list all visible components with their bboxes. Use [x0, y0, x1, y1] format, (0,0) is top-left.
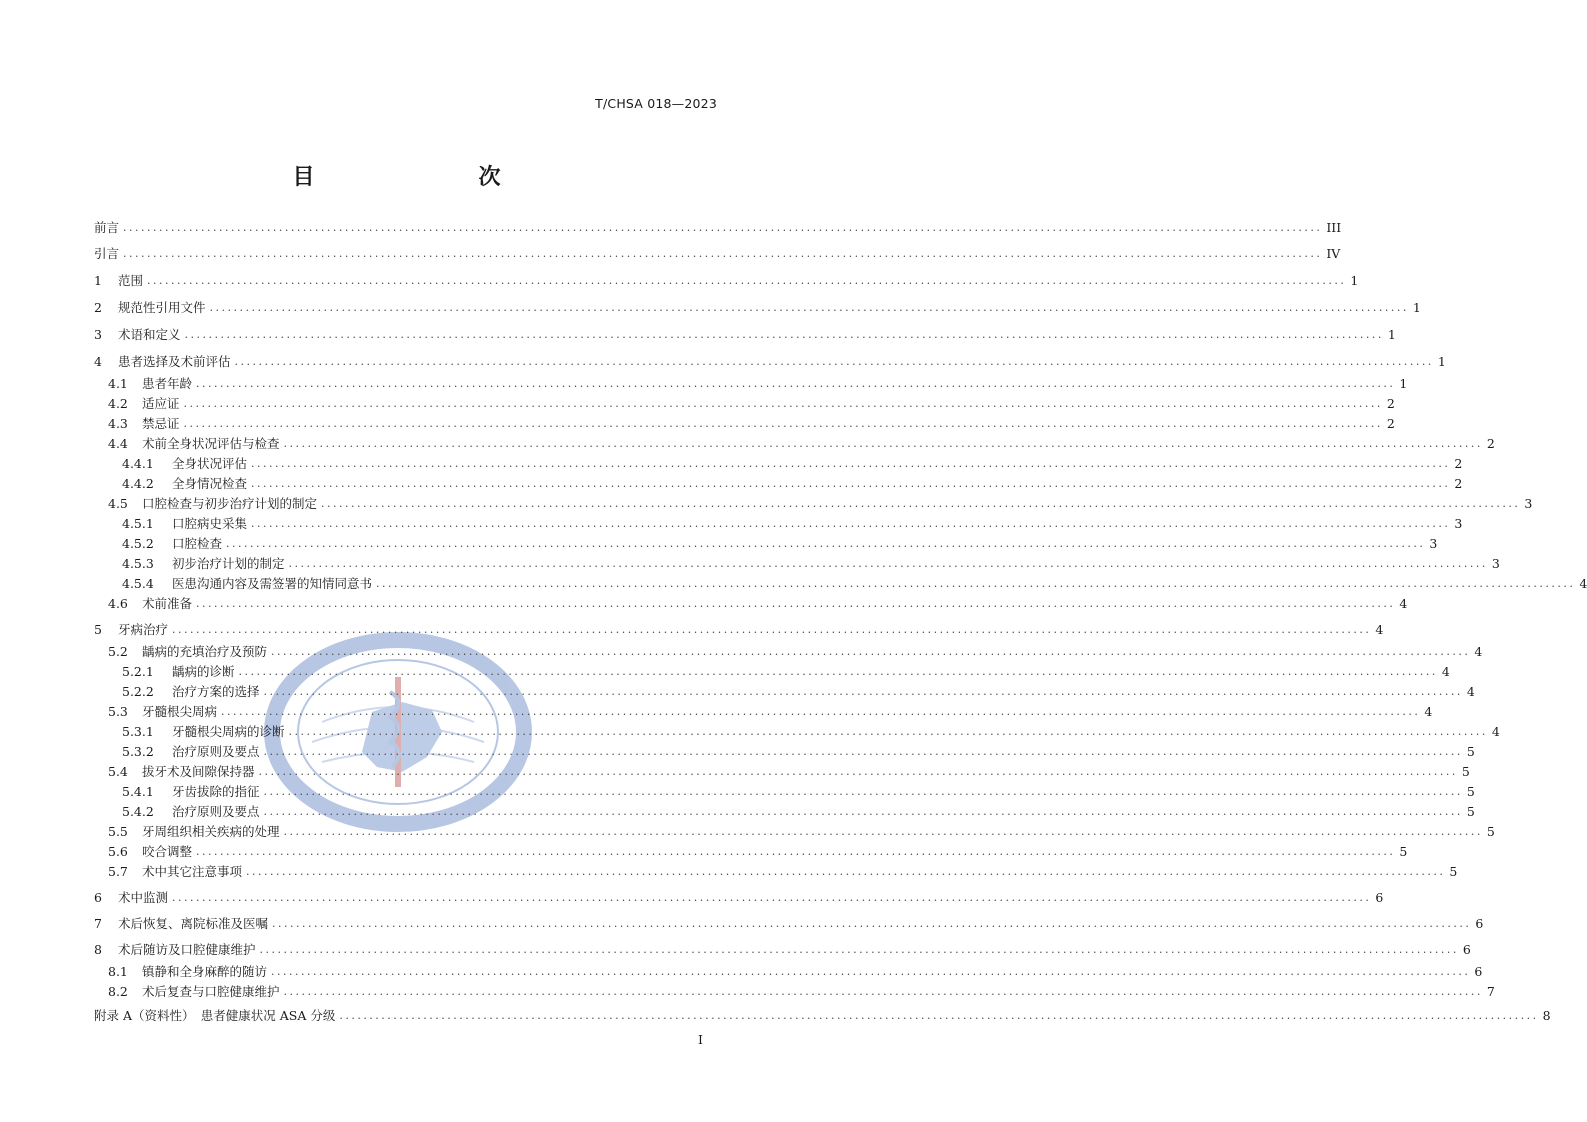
toc-entry-page: 4 — [1579, 575, 1587, 591]
toc-entry-label: 牙病治疗 — [118, 622, 169, 637]
toc-leader-dots: ........................................................................................................................................................................................................ — [196, 844, 1396, 858]
toc-leader-dots: ........................................................................................................................................................................................................ — [321, 496, 1521, 510]
toc-leader-dots: ........................................................................................................................................................................................................ — [339, 1008, 1539, 1022]
toc-entry-number: 8.2 — [108, 983, 128, 999]
toc-entry-number: 5.3.1 — [122, 723, 154, 739]
toc-entry-page: 2 — [1386, 395, 1395, 411]
toc-entry-page: 1 — [1387, 326, 1396, 342]
page-number: I — [698, 1032, 703, 1047]
standard-code: T/CHSA 018—2023 — [595, 96, 717, 111]
toc-leader-dots: ........................................................................................................................................................................................................ — [123, 246, 1323, 260]
toc-entry[interactable] — [94, 722, 1500, 740]
toc-entry-label: 口腔病史采集 — [172, 516, 248, 531]
toc-entry-page: 5 — [1466, 783, 1475, 799]
toc-entry[interactable] — [94, 244, 1341, 262]
toc-leader-dots: ........................................................................................................................................................................................................ — [183, 416, 1383, 430]
toc-entry-number: 5 — [94, 621, 102, 637]
toc-entry-label: 医患沟通内容及需签署的知情同意书 — [172, 576, 373, 591]
toc-entry[interactable] — [94, 822, 1495, 840]
page-title: 目 次 — [292, 165, 541, 190]
toc-entry-number: 4 — [94, 353, 102, 369]
toc-entry-label: 镇静和全身麻醉的随访 — [142, 964, 268, 979]
toc-leader-dots: ........................................................................................................................................................................................................ — [226, 536, 1426, 550]
toc-entry-page: 3 — [1524, 495, 1533, 511]
toc-leader-dots: ........................................................................................................................................................................................................ — [246, 864, 1446, 878]
toc-entry-page: IV — [1326, 245, 1341, 261]
toc-entry-page: 6 — [1475, 915, 1484, 931]
toc-entry-number: 4.1 — [108, 375, 128, 391]
toc-entry[interactable] — [94, 702, 1433, 720]
toc-entry-page: 6 — [1474, 963, 1483, 979]
toc-entry-label: 术前全身状况评估与检查 — [142, 436, 280, 451]
toc-entry-number: 5.2 — [108, 643, 128, 659]
toc-entry-label: 术后随访及口腔健康维护 — [118, 942, 256, 957]
toc-entry-label: 牙周组织相关疾病的处理 — [142, 824, 280, 839]
toc-leader-dots: ........................................................................................................................................................................................................ — [172, 890, 1372, 904]
toc-entry[interactable] — [94, 940, 1471, 958]
toc-entry-page: 2 — [1454, 475, 1463, 491]
toc-leader-dots: ........................................................................................................................................................................................................ — [209, 300, 1409, 314]
toc-entry-page: 8 — [1542, 1007, 1551, 1023]
toc-entry-label: 附录 A（资料性） 患者健康状况 ASA 分级 — [94, 1008, 336, 1023]
toc-leader-dots: ........................................................................................................................................................................................................ — [184, 327, 1384, 341]
toc-entry-page: 6 — [1375, 889, 1384, 905]
toc-entry[interactable] — [94, 434, 1495, 452]
toc-entry[interactable] — [94, 218, 1342, 236]
toc-entry-label: 咬合调整 — [142, 844, 193, 859]
toc-entry-label: 全身情况检查 — [172, 476, 248, 491]
toc-entry-number: 4.5.1 — [122, 515, 154, 531]
toc-entry-label: 术后恢复、离院标准及医嘱 — [118, 916, 269, 931]
toc-entry[interactable] — [94, 271, 1359, 289]
toc-entry-label: 禁忌证 — [142, 416, 180, 431]
toc-entry-label: 规范性引用文件 — [118, 300, 206, 315]
toc-entry[interactable] — [94, 594, 1408, 612]
toc-entry-number: 4.5.3 — [122, 555, 154, 571]
toc-entry[interactable] — [94, 642, 1483, 660]
toc-entry-label: 初步治疗计划的制定 — [172, 556, 285, 571]
toc-entry[interactable] — [94, 662, 1450, 680]
toc-entry[interactable] — [94, 962, 1483, 980]
toc-entry-page: 2 — [1386, 415, 1395, 431]
toc-entry-page: III — [1326, 219, 1342, 235]
toc-entry[interactable] — [94, 325, 1396, 343]
toc-entry-page: 1 — [1399, 375, 1408, 391]
toc-leader-dots: ........................................................................................................................................................................................................ — [196, 376, 1396, 390]
toc-entry-number: 4.5.2 — [122, 535, 154, 551]
toc-entry[interactable] — [94, 534, 1438, 552]
toc-entry-number: 5.5 — [108, 823, 128, 839]
toc-leader-dots: ........................................................................................................................................................................................................ — [221, 704, 1421, 718]
toc-entry-number: 4.4.1 — [122, 455, 154, 471]
toc-entry-number: 5.7 — [108, 863, 128, 879]
toc-entry-page: 5 — [1486, 823, 1495, 839]
toc-leader-dots: ........................................................................................................................................................................................................ — [258, 764, 1458, 778]
toc-entry[interactable] — [94, 842, 1408, 860]
toc-entry-number: 7 — [94, 915, 102, 931]
toc-entry-page: 5 — [1466, 743, 1475, 759]
toc-entry[interactable] — [94, 414, 1395, 432]
toc-entry-page: 4 — [1491, 723, 1500, 739]
toc-entry[interactable] — [94, 394, 1395, 412]
toc-entry-label: 患者选择及术前评估 — [118, 354, 231, 369]
toc-leader-dots: ........................................................................................................................................................................................................ — [271, 644, 1471, 658]
toc-entry-label: 牙髓根尖周病 — [142, 704, 218, 719]
toc-leader-dots: ........................................................................................................................................................................................................ — [263, 784, 1463, 798]
toc-entry-number: 5.2.1 — [122, 663, 154, 679]
toc-entry-number: 3 — [94, 326, 102, 342]
toc-entry-label: 术前准备 — [142, 596, 193, 611]
toc-entry[interactable] — [94, 682, 1475, 700]
toc-leader-dots: ........................................................................................................................................................................................................ — [263, 804, 1463, 818]
toc-entry-label: 术后复查与口腔健康维护 — [142, 984, 280, 999]
toc-entry-label: 口腔检查与初步治疗计划的制定 — [142, 496, 318, 511]
toc-leader-dots: ........................................................................................................................................................................................................ — [251, 476, 1451, 490]
toc-entry[interactable] — [94, 802, 1475, 820]
toc-entry-page: 7 — [1486, 983, 1495, 999]
toc-entry-page: 2 — [1486, 435, 1495, 451]
toc-entry-number: 8 — [94, 941, 102, 957]
toc-entry[interactable] — [94, 742, 1475, 760]
toc-entry-number: 4.5 — [108, 495, 128, 511]
toc-entry-page: 5 — [1399, 843, 1408, 859]
toc-entry-page: 4 — [1375, 621, 1384, 637]
toc-entry-number: 1 — [94, 272, 102, 288]
toc-entry[interactable] — [94, 494, 1533, 512]
toc-entry-page: 5 — [1466, 803, 1475, 819]
toc-leader-dots: ........................................................................................................................................................................................................ — [172, 622, 1372, 636]
toc-leader-dots: ........................................................................................................................................................................................................ — [234, 354, 1434, 368]
toc-leader-dots: ........................................................................................................................................................................................................ — [271, 964, 1471, 978]
toc-entry-number: 5.3 — [108, 703, 128, 719]
toc-leader-dots: ........................................................................................................................................................................................................ — [183, 396, 1383, 410]
toc-entry[interactable] — [94, 374, 1408, 392]
toc-entry-number: 8.1 — [108, 963, 128, 979]
toc-entry-page: 3 — [1491, 555, 1500, 571]
toc-entry-label: 全身状况评估 — [172, 456, 248, 471]
toc-entry[interactable] — [94, 474, 1463, 492]
toc-entry[interactable] — [94, 914, 1484, 932]
toc-entry[interactable] — [94, 514, 1463, 532]
toc-leader-dots: ........................................................................................................................................................................................................ — [288, 556, 1488, 570]
toc-entry-number: 2 — [94, 299, 102, 315]
toc-leader-dots: ........................................................................................................................................................................................................ — [251, 456, 1451, 470]
toc-entry-label: 治疗原则及要点 — [172, 804, 260, 819]
toc-entry-label: 牙髓根尖周病的诊断 — [172, 724, 285, 739]
toc-entry-label: 治疗原则及要点 — [172, 744, 260, 759]
toc-entry-page: 4 — [1466, 683, 1475, 699]
toc-leader-dots: ........................................................................................................................................................................................................ — [251, 516, 1451, 530]
toc-entry-page: 1 — [1350, 272, 1359, 288]
toc-entry-number: 5.4.2 — [122, 803, 154, 819]
toc-entry-number: 4.4.2 — [122, 475, 154, 491]
toc-leader-dots: ........................................................................................................................................................................................................ — [123, 220, 1323, 234]
toc-entry-page: 1 — [1412, 299, 1421, 315]
toc-entry-label: 引言 — [94, 246, 120, 261]
toc-leader-dots: ........................................................................................................................................................................................................ — [263, 684, 1463, 698]
toc-entry-page: 5 — [1449, 863, 1458, 879]
toc-entry-label: 口腔检查 — [172, 536, 223, 551]
toc-leader-dots: ........................................................................................................................................................................................................ — [376, 576, 1576, 590]
toc-entry-number: 5.4 — [108, 763, 128, 779]
toc-entry-number: 5.6 — [108, 843, 128, 859]
toc-leader-dots: ........................................................................................................................................................................................................ — [283, 824, 1483, 838]
toc-entry-number: 5.4.1 — [122, 783, 154, 799]
toc-entry-label: 范围 — [118, 273, 144, 288]
toc-entry-number: 4.5.4 — [122, 575, 154, 591]
toc-entry[interactable] — [94, 888, 1384, 906]
toc-entry-label: 拔牙术及间隙保持器 — [142, 764, 255, 779]
toc-entry[interactable] — [94, 554, 1500, 572]
toc-entry-number: 6 — [94, 889, 102, 905]
toc-entry[interactable] — [94, 574, 1587, 592]
toc-leader-dots: ........................................................................................................................................................................................................ — [288, 724, 1488, 738]
toc-entry[interactable] — [94, 298, 1421, 316]
toc-entry[interactable] — [94, 982, 1495, 1000]
toc-entry-page: 5 — [1461, 763, 1470, 779]
toc-entry-label: 术中监测 — [118, 890, 169, 905]
toc-leader-dots: ........................................................................................................................................................................................................ — [196, 596, 1396, 610]
toc-entry[interactable] — [94, 352, 1446, 370]
toc-entry[interactable] — [94, 620, 1384, 638]
toc-entry[interactable] — [94, 782, 1475, 800]
toc-leader-dots: ........................................................................................................................................................................................................ — [147, 273, 1347, 287]
toc-entry-label: 术中其它注意事项 — [142, 864, 243, 879]
toc-entry-label: 牙齿拔除的指征 — [172, 784, 260, 799]
toc-entry-label: 患者年龄 — [142, 376, 193, 391]
toc-entry-page: 3 — [1454, 515, 1463, 531]
toc-entry-label: 前言 — [94, 220, 120, 235]
toc-entry-number: 4.3 — [108, 415, 128, 431]
toc-entry-label: 龋病的充填治疗及预防 — [142, 644, 268, 659]
toc-entry-page: 2 — [1454, 455, 1463, 471]
toc-entry[interactable] — [94, 454, 1463, 472]
toc-entry-label: 治疗方案的选择 — [172, 684, 260, 699]
toc-entry-page: 4 — [1399, 595, 1408, 611]
toc-entry-page: 4 — [1441, 663, 1450, 679]
toc-entry-page: 4 — [1474, 643, 1483, 659]
toc-entry-number: 4.4 — [108, 435, 128, 451]
toc-entry-label: 龋病的诊断 — [172, 664, 235, 679]
toc-entry-label: 术语和定义 — [118, 327, 181, 342]
toc-entry-number: 5.3.2 — [122, 743, 154, 759]
toc-leader-dots: ........................................................................................................................................................................................................ — [283, 436, 1483, 450]
toc-entry[interactable] — [94, 762, 1470, 780]
toc-entry-number: 4.2 — [108, 395, 128, 411]
toc-entry-number: 5.2.2 — [122, 683, 154, 699]
toc-entry-number: 4.6 — [108, 595, 128, 611]
toc-leader-dots: ........................................................................................................................................................................................................ — [283, 984, 1483, 998]
toc-entry-page: 4 — [1424, 703, 1433, 719]
toc-entry-page: 6 — [1462, 941, 1471, 957]
toc-entry[interactable] — [94, 1006, 1551, 1024]
toc-entry-page: 1 — [1437, 353, 1446, 369]
toc-leader-dots: ........................................................................................................................................................................................................ — [238, 664, 1438, 678]
toc-leader-dots: ........................................................................................................................................................................................................ — [272, 916, 1472, 930]
toc-leader-dots: ........................................................................................................................................................................................................ — [263, 744, 1463, 758]
toc-entry-label: 适应证 — [142, 396, 180, 411]
toc-leader-dots: ........................................................................................................................................................................................................ — [259, 942, 1459, 956]
toc-entry[interactable] — [94, 862, 1458, 880]
toc-entry-page: 3 — [1429, 535, 1438, 551]
